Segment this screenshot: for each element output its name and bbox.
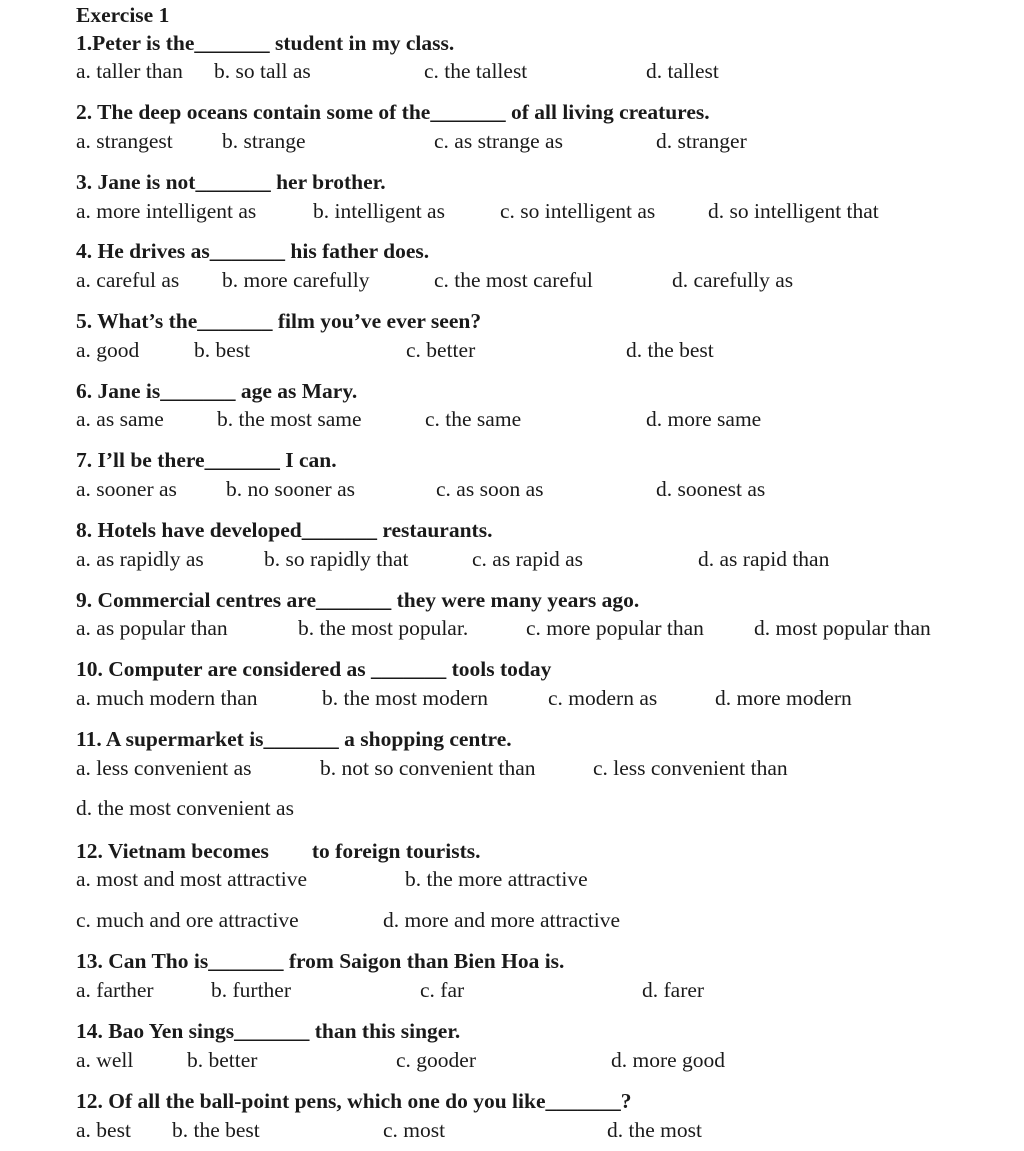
option-1c: c. the tallest <box>424 59 528 83</box>
option-7d: d. soonest as <box>656 477 766 501</box>
option-6c: c. the same <box>425 407 522 431</box>
option-9d: d. most popular than <box>754 616 931 640</box>
option-12d: d. more and more attractive <box>383 908 620 932</box>
option-13b: b. further <box>211 978 291 1002</box>
option-7a: a. sooner as <box>76 477 177 501</box>
option-1a: a. taller than <box>76 59 183 83</box>
question-14: 14. Bao Yen sings_______ than this singer. <box>76 1019 461 1043</box>
option-4b: b. more carefully <box>222 268 370 292</box>
question-1: 1.Peter is the_______ student in my class. <box>76 31 455 55</box>
option-11a: a. less convenient as <box>76 756 252 780</box>
option-9b: b. the most popular. <box>298 616 469 640</box>
option-1b: b. so tall as <box>214 59 311 83</box>
question-6: 6. Jane is_______ age as Mary. <box>76 379 358 403</box>
option-7c: c. as soon as <box>436 477 544 501</box>
option-13d: d. farer <box>642 978 705 1002</box>
option-8a: a. as rapidly as <box>76 547 204 571</box>
option-12a: a. most and most attractive <box>76 867 308 891</box>
question-3: 3. Jane is not_______ her brother. <box>76 170 386 194</box>
question-15: 12. Of all the ball-point pens, which one do you like_______? <box>76 1089 632 1113</box>
option-3c: c. so intelligent as <box>500 199 656 223</box>
option-6b: b. the most same <box>217 407 362 431</box>
option-12c: c. much and ore attractive <box>76 908 299 932</box>
option-15d: d. the most <box>607 1118 702 1142</box>
option-9c: c. more popular than <box>526 616 704 640</box>
option-5c: c. better <box>406 338 476 362</box>
option-9a: a. as popular than <box>76 616 228 640</box>
option-1d: d. tallest <box>646 59 719 83</box>
option-14b: b. better <box>187 1048 258 1072</box>
option-11d: d. the most convenient as <box>76 796 294 820</box>
question-11: 11. A supermarket is_______ a shopping centre. <box>76 727 512 751</box>
option-14d: d. more good <box>611 1048 726 1072</box>
option-6d: d. more same <box>646 407 762 431</box>
option-5a: a. good <box>76 338 140 362</box>
option-10a: a. much modern than <box>76 686 258 710</box>
option-10c: c. modern as <box>548 686 658 710</box>
question-8: 8. Hotels have developed_______ restaurants. <box>76 518 493 542</box>
option-11b: b. not so convenient than <box>320 756 536 780</box>
option-3a: a. more intelligent as <box>76 199 257 223</box>
option-2c: c. as strange as <box>434 129 563 153</box>
option-2a: a. strangest <box>76 129 173 153</box>
question-7: 7. I’ll be there_______ I can. <box>76 448 337 472</box>
option-14c: c. gooder <box>396 1048 476 1072</box>
option-3d: d. so intelligent that <box>708 199 879 223</box>
option-15b: b. the best <box>172 1118 260 1142</box>
option-15c: c. most <box>383 1118 446 1142</box>
option-8c: c. as rapid as <box>472 547 584 571</box>
option-13c: c. far <box>420 978 465 1002</box>
option-4a: a. careful as <box>76 268 180 292</box>
option-5b: b. best <box>194 338 251 362</box>
option-13a: a. farther <box>76 978 154 1002</box>
exercise-title: Exercise 1 <box>76 3 170 27</box>
option-10b: b. the most modern <box>322 686 489 710</box>
option-2d: d. stranger <box>656 129 747 153</box>
option-10d: d. more modern <box>715 686 852 710</box>
option-2b: b. strange <box>222 129 306 153</box>
option-3b: b. intelligent as <box>313 199 445 223</box>
option-7b: b. no sooner as <box>226 477 355 501</box>
question-2: 2. The deep oceans contain some of the_______ of all living creatures. <box>76 100 710 124</box>
option-4c: c. the most careful <box>434 268 593 292</box>
question-5: 5. What’s the_______ film you’ve ever seen? <box>76 309 482 333</box>
option-4d: d. carefully as <box>672 268 794 292</box>
option-11c: c. less convenient than <box>593 756 788 780</box>
option-15a: a. best <box>76 1118 131 1142</box>
option-14a: a. well <box>76 1048 134 1072</box>
option-12b: b. the more attractive <box>405 867 588 891</box>
option-8d: d. as rapid than <box>698 547 830 571</box>
question-13: 13. Can Tho is_______ from Saigon than Bien Hoa is. <box>76 949 565 973</box>
option-5d: d. the best <box>626 338 714 362</box>
question-10: 10. Computer are considered as _______ tools today <box>76 657 552 681</box>
question-9: 9. Commercial centres are_______ they were many years ago. <box>76 588 640 612</box>
option-6a: a. as same <box>76 407 164 431</box>
option-8b: b. so rapidly that <box>264 547 409 571</box>
question-12: 12. Vietnam becomes to foreign tourists. <box>76 839 481 863</box>
question-4: 4. He drives as_______ his father does. <box>76 239 430 263</box>
